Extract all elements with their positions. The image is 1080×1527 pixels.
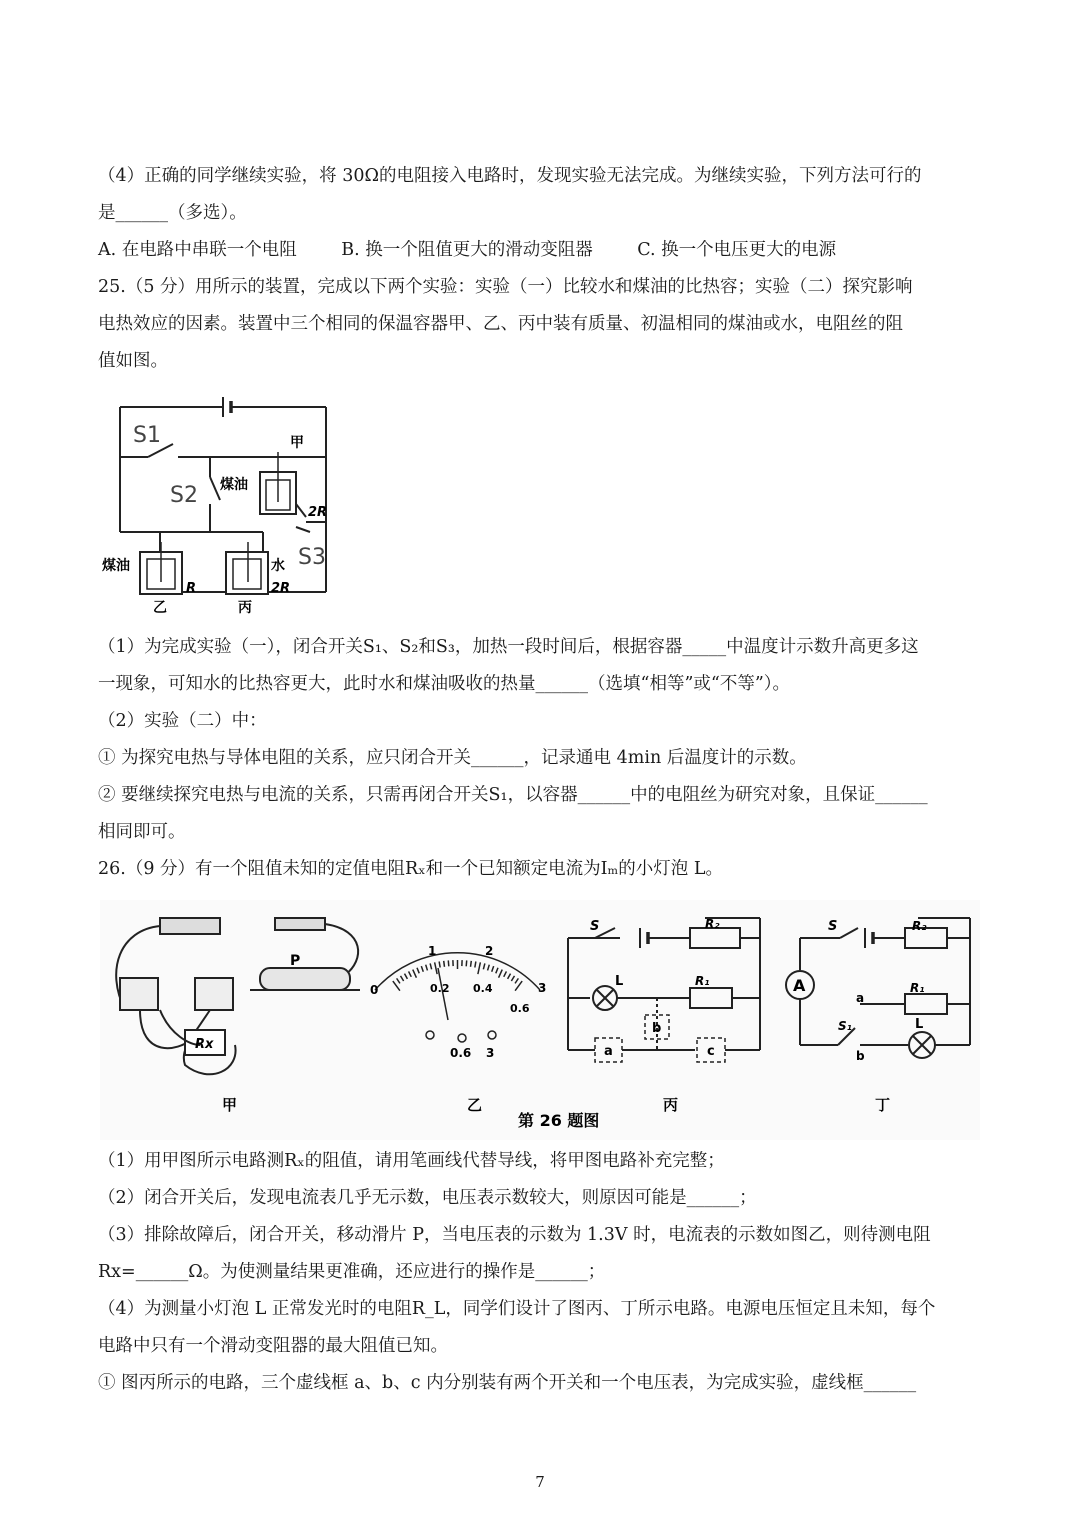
q26-ding-r1-label: R₁ — [910, 981, 925, 995]
q26-bing-r1-label: R₁ — [695, 974, 710, 988]
q26-bing-r2-label: R₂ — [705, 917, 720, 931]
q25-p2-title: （2）实验（二）中： — [98, 711, 267, 731]
page-number: 7 — [535, 1473, 545, 1491]
q26-bing-s-label: S — [590, 919, 600, 934]
q25-jia-label: 甲 — [290, 435, 304, 451]
meter-tick-mark — [444, 961, 445, 967]
meter-tick-mark — [471, 961, 472, 967]
q26-bing-l-label: L — [615, 974, 624, 989]
q25-meiyou-top-label: 煤油 — [220, 477, 248, 493]
q25-meiyou-left-label: 煤油 — [102, 558, 130, 574]
q26-meter-tick-0: 0 — [370, 983, 379, 997]
meter-tick-mark — [466, 960, 467, 966]
q26-ding-l-label: L — [915, 1017, 924, 1032]
q26-p2: （2）闭合开关后，发现电流表几乎无示数，电压表示数较大，则原因可能是______； — [98, 1188, 757, 1208]
q25-p2-b-line1: ② 要继续探究电热与电流的关系，只需再闭合开关S₁，以容器______中的电阻丝为研究对象，且保证______ — [98, 785, 928, 805]
q25-s3-label: S3 — [298, 545, 326, 570]
q24-part4-line1: （4）正确的同学继续实验，将 30Ω的电阻接入电路时，发现实验无法完成。为继续实验，下列方法可行的 — [98, 166, 922, 186]
q26-p4-line1: （4）为测量小灯泡 L 正常发光时的电阻R_L，同学们设计了图丙、丁所示电路。电源电压恒定且未知，每个 — [98, 1299, 936, 1319]
q24-part4-line2: 是______（多选）。 — [98, 203, 247, 223]
q25-2r-bottom-label: 2R — [271, 581, 291, 596]
q25-line1: 25.（5 分）用所示的装置，完成以下两个实验：实验（一）比较水和煤油的比热容；实验（二）探究影响 — [98, 277, 913, 297]
q26-meter-term-3: 3 — [486, 1046, 495, 1060]
q26-figure-caption: 第 26 题图 — [518, 1111, 600, 1130]
q25-p2-a: ① 为探究电热与导体电阻的关系，应只闭合开关______，记录通电 4min 后温度计的示数。 — [98, 748, 807, 768]
q26-meter-term-06: 0.6 — [450, 1046, 472, 1060]
q26-ding-b-label: b — [856, 1049, 865, 1063]
q26-yi-label: 乙 — [467, 1096, 483, 1114]
q26-ding-a-label: a — [856, 991, 865, 1005]
q26-meter-tick-06: 0.6 — [510, 1002, 530, 1015]
q25-2r-top-label: 2R — [308, 505, 328, 520]
q26-bing-label: 丙 — [663, 1096, 679, 1114]
q26-figure — [100, 900, 980, 1140]
q26-bing-b-label: b — [652, 1021, 662, 1036]
q25-line3: 值如图。 — [98, 351, 168, 371]
q25-bing-label: 丙 — [238, 600, 252, 616]
q26-ding-s-label: S — [828, 919, 838, 934]
q26-bing-a-label: a — [604, 1044, 613, 1059]
q26-ding-label: 丁 — [875, 1096, 891, 1114]
q25-s2-label: S2 — [170, 483, 198, 508]
q26-bing-c-label: c — [707, 1044, 715, 1059]
meter-tick-mark — [475, 962, 476, 968]
q24-options: A. 在电路中串联一个电阻 B. 换一个阻值更大的滑动变阻器 C. 换一个电压更大的电源 — [98, 240, 837, 260]
meter-tick-mark — [439, 962, 440, 968]
q26-p4-a: ① 图丙所示的电路，三个虚线框 a、b、c 内分别装有两个开关和一个电压表，为完成实验，虚线框______ — [98, 1373, 917, 1393]
q26-p3-line2: Rx=______Ω。为使测量结果更准确，还应进行的操作是______； — [98, 1262, 606, 1282]
q25-circuit-figure — [98, 392, 343, 622]
q26-meter-tick-04: 0.4 — [473, 982, 493, 995]
q26-p4-line2: 电路中只有一个滑动变阻器的最大阻值已知。 — [98, 1336, 448, 1356]
q25-p1-line1: （1）为完成实验（一），闭合开关S₁、S₂和S₃，加热一段时间后，根据容器_____中温度计示数升高更多这 — [98, 637, 919, 657]
q26-meter-tick-1: 1 — [428, 944, 437, 958]
q26-p1: （1）用甲图所示电路测Rₓ的阻值，请用笔画线代替导线，将甲图电路补充完整； — [98, 1151, 725, 1171]
q26-p-label: P — [290, 953, 301, 969]
q25-shui-label: 水 — [271, 558, 285, 574]
q26-ding-r2-label: R₂ — [912, 919, 927, 933]
q25-s1-label: S1 — [133, 423, 161, 448]
q26-jia-label: 甲 — [222, 1096, 238, 1114]
q26-line1: 26.（9 分）有一个阻值未知的定值电阻Rₓ和一个已知额定电流为Iₘ的小灯泡 L。 — [98, 859, 723, 879]
q25-line2: 电热效应的因素。装置中三个相同的保温容器甲、乙、丙中装有质量、初温相同的煤油或水，电阻丝的阻 — [98, 314, 903, 334]
meter-tick-mark — [448, 960, 449, 966]
q26-rx-label: Rx — [195, 1037, 214, 1052]
q25-p2-b-line2: 相同即可。 — [98, 822, 186, 842]
q25-yi-label: 乙 — [153, 600, 167, 616]
q26-ding-ammeter-label: A — [793, 976, 806, 995]
q26-meter-tick-3: 3 — [538, 981, 547, 995]
q25-p1-line2: 一现象，可知水的比热容更大，此时水和煤油吸收的热量______（选填“相等”或“不等”）。 — [98, 674, 791, 694]
q25-r-label: R — [186, 581, 197, 596]
q26-meter-tick-2: 2 — [485, 944, 494, 958]
q26-p3-line1: （3）排除故障后，闭合开关，移动滑片 P，当电压表的示数为 1.3V 时，电流表的示数如图乙，则待测电阻 — [98, 1225, 931, 1245]
q26-ding-s1-label: S₁ — [838, 1019, 852, 1033]
q26-meter-tick-02: 0.2 — [430, 982, 450, 995]
